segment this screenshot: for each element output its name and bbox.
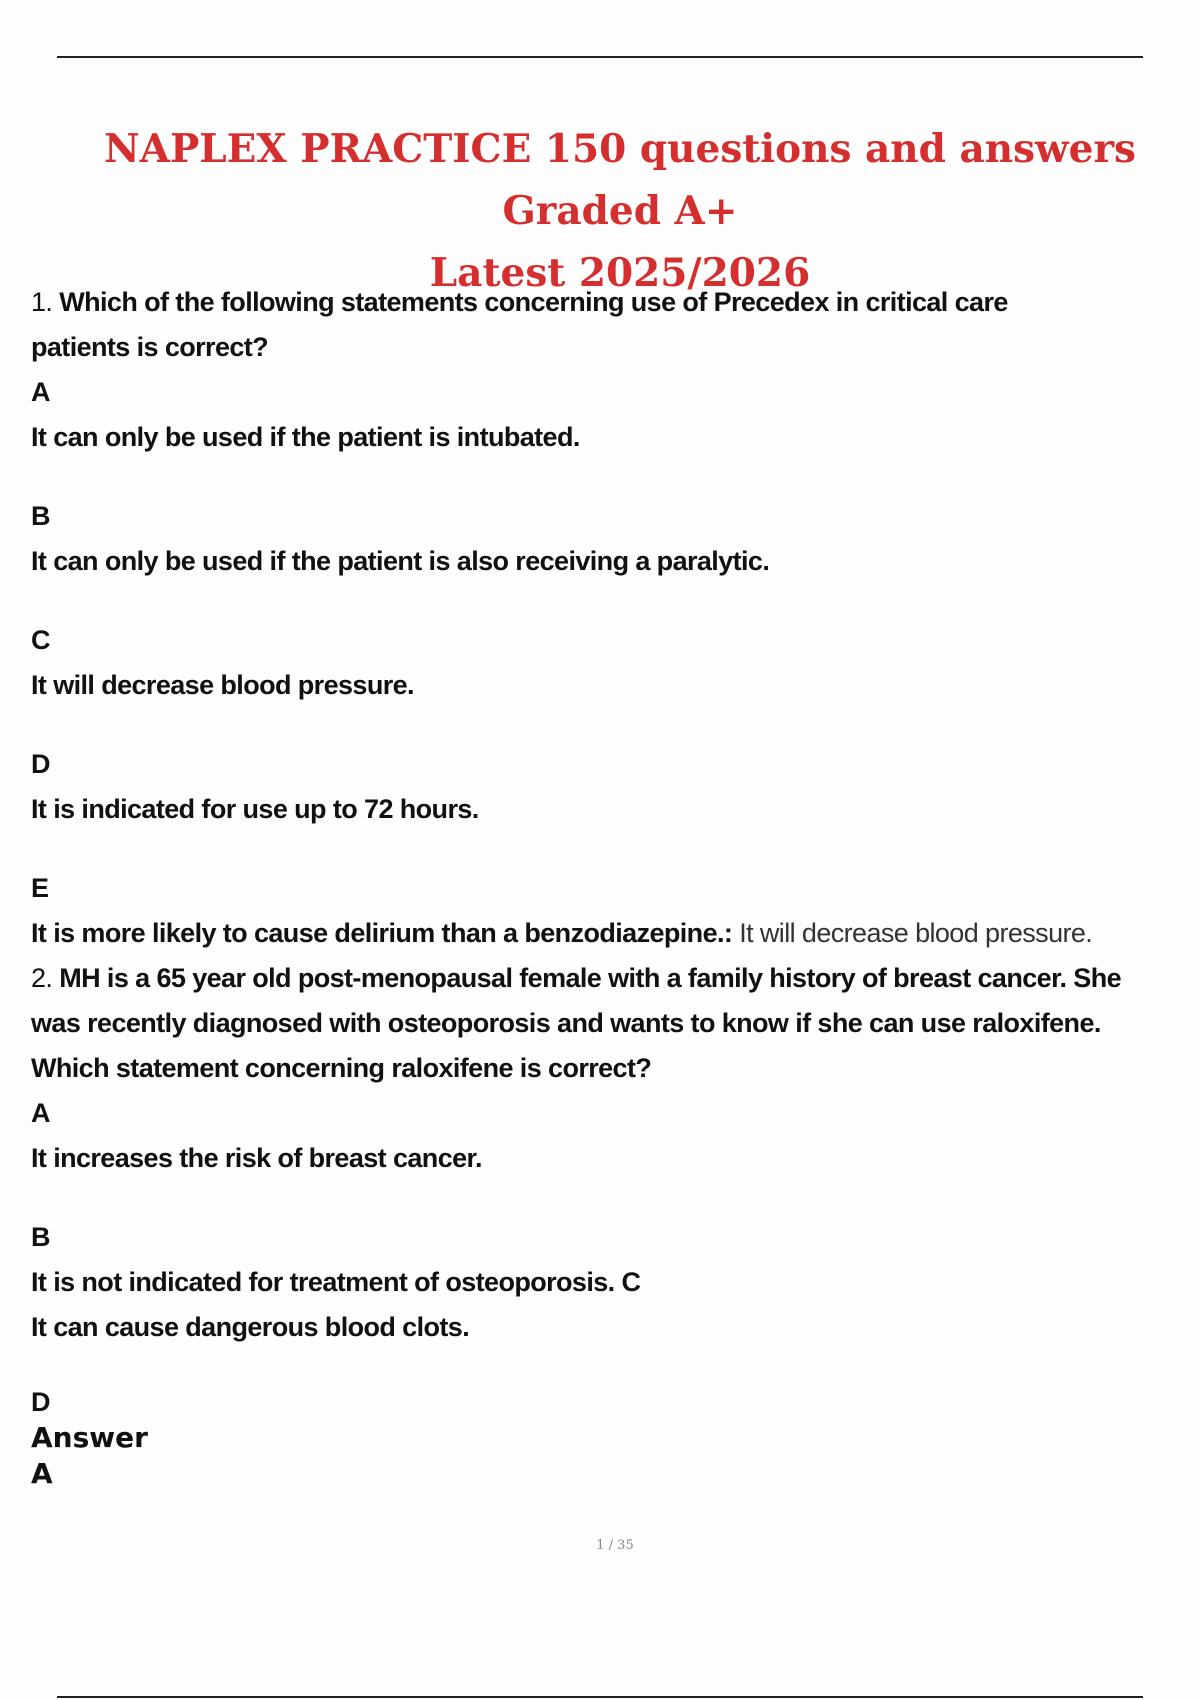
q2-answer: A: [31, 1457, 53, 1490]
q1-option-c-letter: C: [31, 625, 50, 655]
question-1-number: 1.: [31, 287, 53, 317]
q2-option-b-letter: B: [31, 1222, 50, 1252]
q1-option-d-text: It is indicated for use up to 72 hours.: [31, 794, 479, 824]
page-number: 1 / 35: [596, 1538, 634, 1553]
q1-option-e-letter: E: [31, 873, 49, 903]
q1-option-a-text: It can only be used if the patient is intubated.: [31, 422, 580, 452]
document-body: [31, 280, 1200, 1492]
q1-option-a-letter: A: [31, 377, 50, 407]
title-line-1: NAPLEX PRACTICE 150 questions and answers Graded A+: [104, 126, 1136, 234]
question-1-stem-line-1: 1. Which of the following statements concerning use of Precedex in critical care: [31, 287, 1008, 317]
q1-option-e-with-answer: [31, 911, 1200, 956]
top-divider: [57, 56, 1143, 58]
question-2-number: 2.: [31, 963, 53, 993]
q2-option-b-text: It is not indicated for treatment of osteoporosis. C: [31, 1267, 641, 1297]
q2-option-a-letter: A: [31, 1098, 50, 1128]
q1-option-b-letter: B: [31, 501, 50, 531]
q1-option-b-text: It can only be used if the patient is also receiving a paralytic.: [31, 546, 770, 576]
q2-answer-label: Answer: [31, 1421, 148, 1454]
q2-option-a-text: It increases the risk of breast cancer.: [31, 1143, 482, 1173]
title-line-2: Latest 2025/2026: [429, 250, 811, 296]
question-2-stem-line-1: 2. MH is a 65 year old post-menopausal female with a family history of breast cancer. She: [31, 963, 1122, 993]
question-2-stem-line-3: Which statement concerning raloxifene is correct?: [31, 1053, 652, 1083]
q1-option-d-letter: D: [31, 749, 50, 779]
q2-option-d-letter: D: [31, 1387, 50, 1417]
document-title: [20, 118, 1200, 304]
bottom-divider: [57, 1696, 1143, 1698]
q1-option-c-text: It will decrease blood pressure.: [31, 670, 414, 700]
question-2-stem-line-2: was recently diagnosed with osteoporosis and wants to know if she can use raloxifene.: [31, 1008, 1101, 1038]
q1-option-e-text: It is more likely to cause delirium than a benzodiazepine.:: [31, 918, 733, 948]
q2-option-c-text: It can cause dangerous blood clots.: [31, 1312, 470, 1342]
q1-answer: It will decrease blood pressure.: [739, 918, 1093, 948]
question-1-stem-line-2: patients is correct?: [31, 332, 269, 362]
